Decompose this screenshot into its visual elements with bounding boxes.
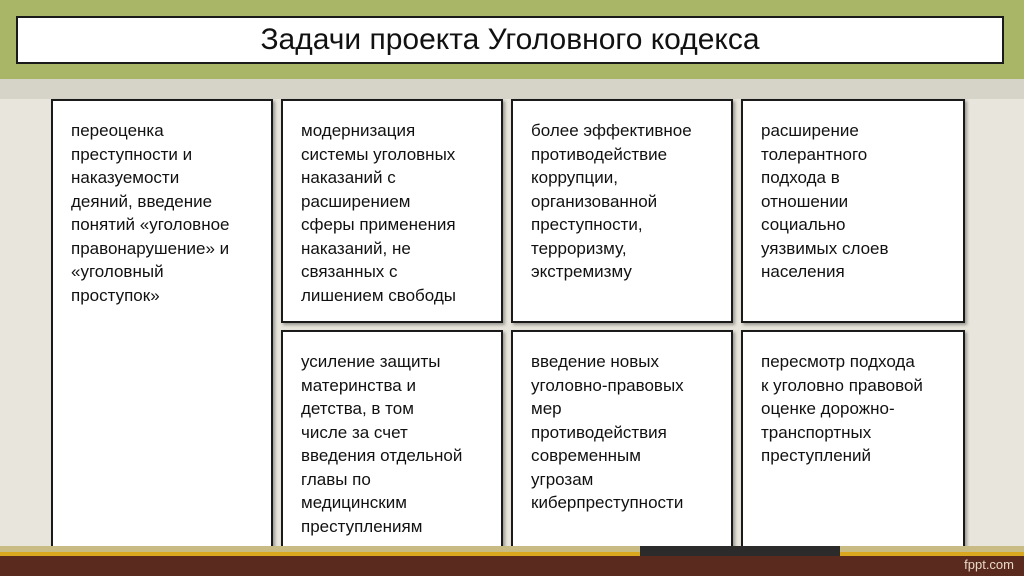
watermark: fppt.com (964, 557, 1014, 572)
footer-band (0, 556, 1024, 576)
task-card-text: усиление защиты материнства и детства, в том числе за счет введения отдельной главы по медицинским преступлениям (301, 352, 463, 536)
task-card-6 (511, 330, 733, 548)
task-card-text: пересмотр подхода к уголовно правовой оценке дорожно- транспортных преступлений (761, 352, 923, 465)
task-card-text: расширение толерантного подхода в отношении социально уязвимых слоев населения (761, 121, 889, 281)
footer-dark-block (640, 546, 840, 556)
task-card-text: переоценка преступности и наказуемости деяний, введение понятий «уголовное правонарушение» и «уголовный проступок» (71, 121, 230, 305)
task-card-text: модернизация системы уголовных наказаний с расширением сферы применения наказаний, не связанных с лишением свободы (301, 121, 457, 305)
task-card-2 (281, 99, 503, 323)
task-card-text: более эффективное противодействие коррупции, организованной преступности, терроризму, экстремизму (531, 121, 692, 281)
task-card-4 (741, 99, 965, 323)
task-card-7 (741, 330, 965, 548)
task-card-5 (281, 330, 503, 554)
title-box (16, 16, 1004, 64)
task-card-1 (51, 99, 273, 554)
task-card-text: введение новых уголовно-правовых мер противодействия современным угрозам киберпреступности (531, 352, 684, 512)
page-title: Задачи проекта Уголовного кодекса (260, 23, 760, 56)
task-card-3 (511, 99, 733, 323)
header-shadow-band (0, 79, 1024, 99)
